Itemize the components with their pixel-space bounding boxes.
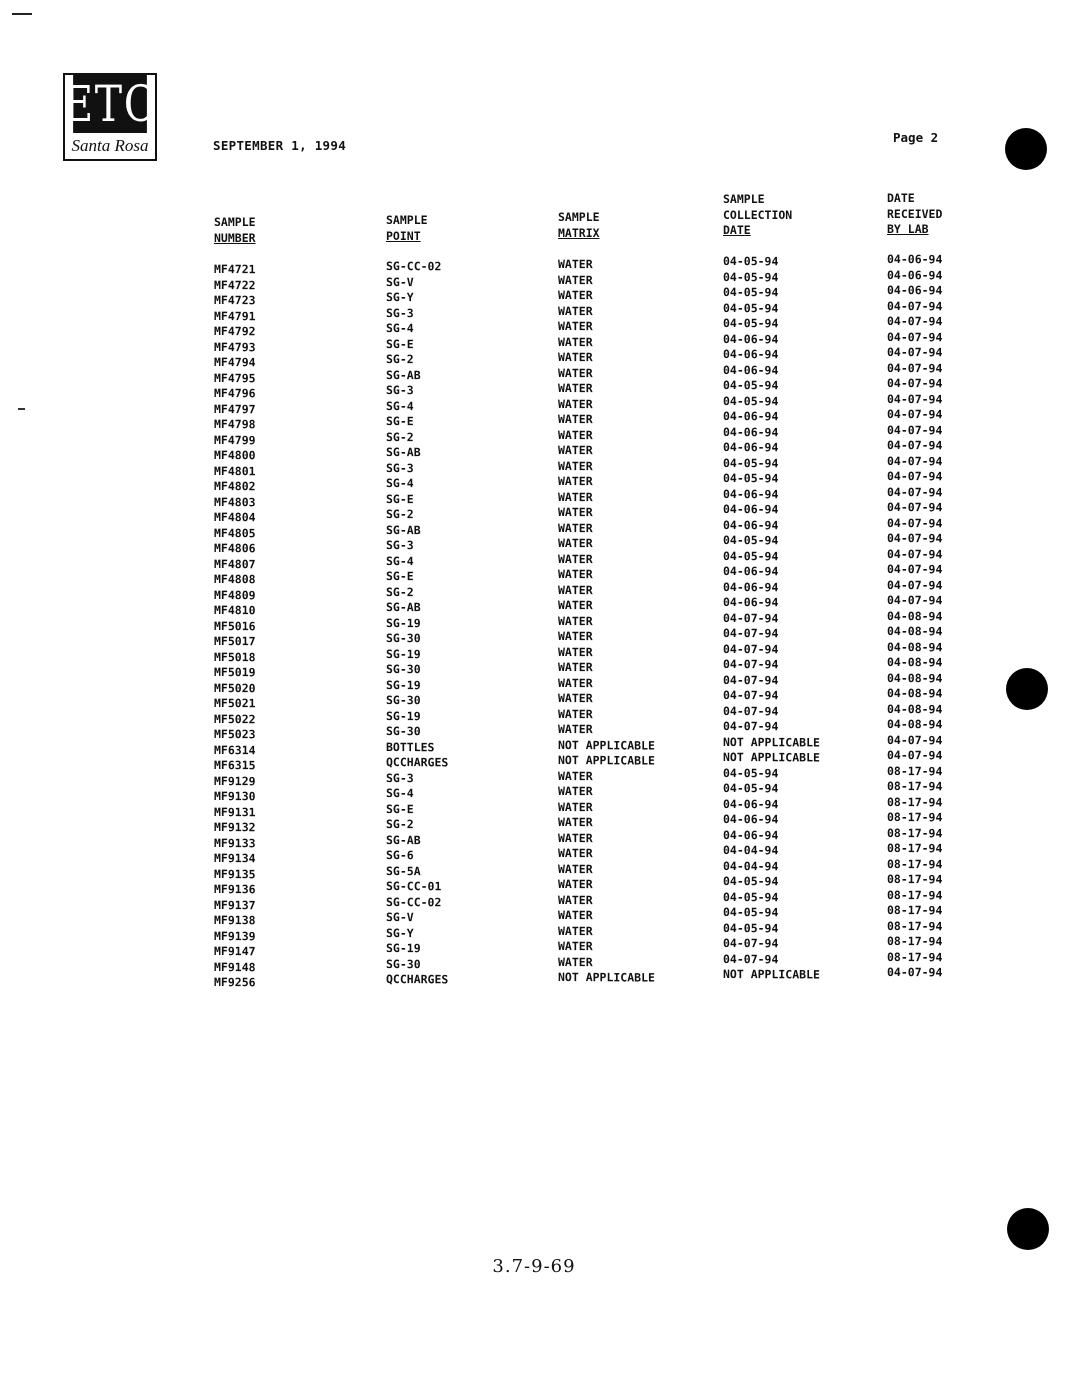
received-date-cell: 04-07-94 (887, 422, 943, 437)
sample-point-cell: SG-19 (386, 615, 421, 630)
collection-date-cell: 04-06-94 (723, 331, 779, 346)
sample-number-cell: MF4807 (214, 556, 256, 571)
received-date-cell: 08-17-94 (887, 934, 943, 949)
received-date-cell: 04-07-94 (887, 965, 943, 980)
sample-point-cell: SG-E (386, 569, 414, 584)
received-date-cell: 04-08-94 (887, 701, 943, 716)
sample-number-cell: MF4803 (214, 494, 256, 509)
collection-date-cell: 04-07-94 (723, 936, 779, 951)
collection-date-cell: 04-05-94 (723, 316, 779, 331)
etc-logo (63, 73, 157, 161)
collection-date-cell: 04-04-94 (723, 843, 779, 858)
received-date-cell: 04-07-94 (887, 407, 943, 422)
sample-number-cell: MF4805 (214, 525, 256, 540)
logo-location-text: Santa Rosa (71, 136, 149, 155)
sample-point-cell: SG-3 (386, 460, 414, 475)
sample-matrix-cell: WATER (558, 551, 593, 566)
collection-date-cell: 04-07-94 (723, 610, 779, 625)
document-code: 3.7-9-69 (492, 1256, 576, 1277)
sample-number-cell: MF6314 (214, 742, 256, 757)
sample-number-cell: MF9132 (214, 820, 256, 835)
sample-matrix-cell: WATER (558, 799, 593, 814)
sample-number-cell: MF4804 (214, 510, 256, 525)
punch-hole-bottom (1007, 1208, 1049, 1250)
sample-number-cell: MF4800 (214, 448, 256, 463)
sample-number-cell: MF9148 (214, 959, 256, 974)
collection-date-cell: 04-05-94 (723, 393, 779, 408)
sample-matrix-cell: WATER (558, 427, 593, 442)
sample-point-cell: SG-CC-02 (386, 259, 442, 274)
header-received-date: DATE RECEIVED BY LAB (887, 191, 943, 236)
received-date-cell: 04-07-94 (887, 345, 943, 360)
sample-point-cell: SG-Y (386, 925, 414, 940)
sample-matrix-cell: WATER (558, 954, 593, 969)
sample-point-cell: SG-AB (386, 832, 421, 847)
collection-date-cell: 04-06-94 (723, 347, 779, 362)
received-date-cell: 04-08-94 (887, 624, 943, 639)
sample-number-cell: MF5019 (214, 665, 256, 680)
sample-number-cell: MF4722 (214, 277, 256, 292)
sample-matrix-cell: WATER (558, 939, 593, 954)
punch-hole-middle (1006, 668, 1048, 710)
received-date-cell: 04-06-94 (887, 267, 943, 282)
report-date: SEPTEMBER 1, 1994 (213, 138, 347, 153)
sample-point-cell: SG-30 (386, 724, 421, 739)
received-date-cell: 08-17-94 (887, 810, 943, 825)
sample-matrix-cell: WATER (558, 815, 593, 830)
sample-number-cell: MF5017 (214, 634, 256, 649)
sample-number-cell: MF9136 (214, 882, 256, 897)
column-collection-date (723, 254, 820, 983)
sample-number-cell: MF4806 (214, 541, 256, 556)
collection-date-cell: 04-07-94 (723, 951, 779, 966)
sample-point-cell: QCCHARGES (386, 972, 449, 987)
sample-matrix-cell: WATER (558, 381, 593, 396)
received-date-cell: 04-07-94 (887, 515, 943, 530)
collection-date-cell: NOT APPLICABLE (723, 734, 820, 750)
sample-matrix-cell: WATER (558, 861, 593, 876)
received-date-cell: 08-17-94 (887, 872, 943, 887)
logo-etc-text: ETC (63, 75, 157, 133)
received-date-cell: 04-07-94 (887, 562, 943, 577)
sample-point-cell: SG-V (386, 274, 414, 289)
collection-date-cell: 04-06-94 (723, 812, 779, 827)
received-date-cell: 04-07-94 (887, 453, 943, 468)
collection-date-cell: 04-06-94 (723, 796, 779, 811)
column-sample-matrix (558, 257, 655, 986)
sample-matrix-cell: WATER (558, 892, 593, 907)
collection-date-cell: 04-05-94 (723, 920, 779, 935)
collection-date-cell: 04-06-94 (723, 595, 779, 610)
sample-point-cell: SG-19 (386, 708, 421, 723)
collection-date-cell: 04-07-94 (723, 703, 779, 718)
sample-point-cell: SG-AB (386, 367, 421, 382)
sample-point-cell: SG-30 (386, 956, 421, 971)
received-date-cell: 08-17-94 (887, 794, 943, 809)
sample-matrix-cell: WATER (558, 505, 593, 520)
sample-point-cell: SG-2 (386, 817, 414, 832)
received-date-cell: 04-07-94 (887, 546, 943, 561)
collection-date-cell: 04-05-94 (723, 781, 779, 796)
sample-matrix-cell: WATER (558, 257, 593, 272)
collection-date-cell: 04-04-94 (723, 858, 779, 873)
collection-date-cell: 04-05-94 (723, 874, 779, 889)
sample-matrix-cell: NOT APPLICABLE (558, 970, 655, 985)
sample-matrix-cell: WATER (558, 288, 593, 303)
sample-point-cell: SG-2 (386, 429, 414, 444)
sample-number-cell: MF4802 (214, 479, 256, 494)
received-date-cell: 04-07-94 (887, 298, 943, 313)
header-sample-matrix: SAMPLE MATRIX (558, 210, 600, 240)
collection-date-cell: 04-06-94 (723, 362, 779, 377)
sample-point-cell: SG-4 (386, 321, 414, 336)
collection-date-cell: 04-07-94 (723, 641, 779, 656)
sample-point-cell: SG-19 (386, 941, 421, 956)
sample-matrix-cell: WATER (558, 350, 593, 365)
sample-number-cell: MF9129 (214, 773, 256, 788)
sample-point-cell: SG-3 (386, 538, 414, 553)
sample-matrix-cell: WATER (558, 489, 593, 504)
collection-date-cell: 04-06-94 (723, 564, 779, 579)
sample-matrix-cell: WATER (558, 830, 593, 845)
collection-date-cell: 04-07-94 (723, 719, 779, 734)
received-date-cell: 08-17-94 (887, 903, 943, 918)
sample-number-cell: MF9256 (214, 975, 256, 990)
collection-date-cell: 04-06-94 (723, 424, 779, 439)
sample-point-cell: SG-2 (386, 584, 414, 599)
sample-point-cell: SG-CC-01 (386, 879, 442, 894)
sample-matrix-cell: WATER (558, 272, 593, 287)
sample-matrix-cell: WATER (558, 458, 593, 473)
collection-date-cell: 04-06-94 (723, 409, 779, 424)
collection-date-cell: NOT APPLICABLE (723, 967, 820, 982)
page-number: Page 2 (893, 130, 939, 145)
sample-number-cell: MF4799 (214, 432, 256, 447)
received-date-cell: 08-17-94 (887, 918, 943, 933)
sample-matrix-cell: WATER (558, 784, 593, 799)
sample-number-cell: MF9137 (214, 897, 256, 912)
header-sample-number: SAMPLE NUMBER (214, 215, 256, 245)
received-date-cell: 08-17-94 (887, 856, 943, 871)
sample-matrix-cell: WATER (558, 613, 593, 628)
sample-number-cell: MF4809 (214, 587, 256, 602)
received-date-cell: 04-08-94 (887, 639, 943, 654)
sample-number-cell: MF4808 (214, 572, 256, 587)
sample-number-cell: MF4801 (214, 463, 256, 478)
received-date-cell: 04-08-94 (887, 608, 943, 623)
sample-number-cell: MF5018 (214, 649, 256, 664)
sample-matrix-cell: NOT APPLICABLE (558, 737, 655, 753)
sample-matrix-cell: WATER (558, 598, 593, 613)
collection-date-cell: 04-05-94 (723, 889, 779, 904)
sample-point-cell: SG-V (386, 910, 414, 925)
scan-mark-top (12, 13, 32, 15)
collection-date-cell: 04-07-94 (723, 688, 779, 703)
sample-point-cell: SG-4 (386, 786, 414, 801)
sample-matrix-cell: WATER (558, 334, 593, 349)
received-date-cell: 04-07-94 (887, 732, 943, 747)
received-date-cell: 04-08-94 (887, 655, 943, 670)
sample-matrix-cell: WATER (558, 582, 593, 597)
sample-matrix-cell: WATER (558, 365, 593, 380)
collection-date-cell: 04-07-94 (723, 626, 779, 641)
sample-number-cell: MF9131 (214, 804, 256, 819)
sample-number-cell: MF9135 (214, 866, 256, 881)
received-date-cell: 04-07-94 (887, 360, 943, 375)
collection-date-cell: 04-05-94 (723, 533, 779, 548)
sample-point-cell: SG-2 (386, 352, 414, 367)
sample-point-cell: SG-E (386, 801, 414, 816)
received-date-cell: 04-07-94 (887, 438, 943, 453)
punch-hole-top (1005, 128, 1047, 170)
received-date-cell: 04-07-94 (887, 593, 943, 608)
received-date-cell: 04-07-94 (887, 577, 943, 592)
sample-number-cell: MF4797 (214, 401, 256, 416)
sample-matrix-cell: WATER (558, 520, 593, 535)
sample-matrix-cell: WATER (558, 768, 593, 783)
collection-date-cell: 04-06-94 (723, 579, 779, 594)
sample-number-cell: MF4723 (214, 293, 256, 308)
collection-date-cell: 04-05-94 (723, 471, 779, 486)
received-date-cell: 04-07-94 (887, 531, 943, 546)
collection-date-cell: 04-06-94 (723, 502, 779, 517)
column-received-date (887, 252, 942, 981)
sample-point-cell: SG-30 (386, 693, 421, 708)
collection-date-cell: 04-05-94 (723, 765, 779, 780)
sample-number-cell: MF6315 (214, 758, 256, 773)
sample-number-cell: MF5021 (214, 696, 256, 711)
collection-date-cell: 04-06-94 (723, 517, 779, 532)
sample-point-cell: QCCHARGES (386, 755, 449, 770)
sample-number-cell: MF9147 (214, 944, 256, 959)
collection-date-cell: NOT APPLICABLE (723, 750, 820, 765)
collection-date-cell: 04-05-94 (723, 285, 779, 300)
received-date-cell: 04-07-94 (887, 500, 943, 515)
received-date-cell: 04-07-94 (887, 376, 943, 391)
received-date-cell: 04-06-94 (887, 283, 943, 298)
sample-matrix-cell: WATER (558, 412, 593, 427)
sample-matrix-cell: WATER (558, 846, 593, 861)
sample-matrix-cell: WATER (558, 303, 593, 318)
sample-matrix-cell: WATER (558, 567, 593, 582)
received-date-cell: 08-17-94 (887, 949, 943, 964)
header-sample-point: SAMPLE POINT (386, 213, 428, 243)
collection-date-cell: 04-05-94 (723, 548, 779, 563)
received-date-cell: 08-17-94 (887, 825, 943, 840)
sample-point-cell: SG-19 (386, 677, 421, 692)
sample-matrix-cell: WATER (558, 722, 593, 737)
sample-matrix-cell: WATER (558, 319, 593, 334)
sample-number-cell: MF9134 (214, 851, 256, 866)
column-sample-point (386, 259, 448, 988)
received-date-cell: 04-06-94 (887, 252, 943, 267)
sample-matrix-cell: WATER (558, 536, 593, 551)
sample-number-cell: MF4721 (214, 262, 256, 277)
sample-point-cell: SG-30 (386, 631, 421, 646)
received-date-cell: 04-07-94 (887, 484, 943, 499)
sample-matrix-cell: WATER (558, 474, 593, 489)
sample-matrix-cell: WATER (558, 706, 593, 721)
sample-matrix-cell: WATER (558, 691, 593, 706)
sample-point-cell: SG-3 (386, 305, 414, 320)
sample-matrix-cell: WATER (558, 629, 593, 644)
received-date-cell: 08-17-94 (887, 779, 943, 794)
received-date-cell: 08-17-94 (887, 841, 943, 856)
sample-point-cell: SG-3 (386, 770, 414, 785)
collection-date-cell: 04-06-94 (723, 486, 779, 501)
received-date-cell: 04-07-94 (887, 329, 943, 344)
sample-point-cell: SG-E (386, 336, 414, 351)
received-date-cell: 04-07-94 (887, 391, 943, 406)
received-date-cell: 04-08-94 (887, 670, 943, 685)
sample-point-cell: SG-AB (386, 522, 421, 537)
received-date-cell: 04-07-94 (887, 314, 943, 329)
sample-number-cell: MF4796 (214, 386, 256, 401)
sample-point-cell: BOTTLES (386, 739, 435, 754)
received-date-cell: 04-07-94 (887, 748, 943, 763)
sample-number-cell: MF9139 (214, 928, 256, 943)
sample-point-cell: SG-30 (386, 662, 421, 677)
collection-date-cell: 04-07-94 (723, 657, 779, 672)
sample-number-cell: MF4795 (214, 370, 256, 385)
sample-point-cell: SG-CC-02 (386, 894, 442, 909)
collection-date-cell: 04-05-94 (723, 905, 779, 920)
sample-number-cell: MF4810 (214, 603, 256, 618)
collection-date-cell: 04-05-94 (723, 300, 779, 315)
sample-point-cell: SG-AB (386, 445, 421, 460)
sample-number-cell: MF5023 (214, 727, 256, 742)
received-date-cell: 04-07-94 (887, 469, 943, 484)
collection-date-cell: 04-05-94 (723, 455, 779, 470)
sample-number-cell: MF9138 (214, 913, 256, 928)
sample-matrix-cell: NOT APPLICABLE (558, 753, 655, 768)
sample-number-cell: MF5020 (214, 680, 256, 695)
sample-number-cell: MF4792 (214, 324, 256, 339)
header-collection-date: SAMPLE COLLECTION DATE (723, 192, 793, 237)
sample-point-cell: SG-3 (386, 383, 414, 398)
collection-date-cell: 04-07-94 (723, 672, 779, 687)
scan-mark-side (18, 408, 25, 410)
sample-matrix-cell: WATER (558, 396, 593, 411)
collection-date-cell: 04-06-94 (723, 827, 779, 842)
sample-point-cell: SG-4 (386, 398, 414, 413)
sample-matrix-cell: WATER (558, 675, 593, 690)
sample-matrix-cell: WATER (558, 644, 593, 659)
sample-number-cell: MF4798 (214, 417, 256, 432)
sample-point-cell: SG-4 (386, 553, 414, 568)
sample-number-cell: MF9130 (214, 789, 256, 804)
sample-number-cell: MF5016 (214, 618, 256, 633)
sample-point-cell: SG-2 (386, 507, 414, 522)
sample-point-cell: SG-5A (386, 863, 421, 878)
received-date-cell: 08-17-94 (887, 887, 943, 902)
received-date-cell: 08-17-94 (887, 763, 943, 778)
column-sample-number (214, 262, 256, 991)
sample-point-cell: SG-4 (386, 476, 414, 491)
sample-point-cell: SG-E (386, 491, 414, 506)
collection-date-cell: 04-05-94 (723, 378, 779, 393)
sample-matrix-cell: WATER (558, 908, 593, 923)
sample-number-cell: MF4793 (214, 339, 256, 354)
sample-number-cell: MF4791 (214, 308, 256, 323)
sample-point-cell: SG-AB (386, 600, 421, 615)
sample-matrix-cell: WATER (558, 923, 593, 938)
sample-number-cell: MF4794 (214, 355, 256, 370)
collection-date-cell: 04-05-94 (723, 254, 779, 269)
received-date-cell: 04-08-94 (887, 717, 943, 732)
sample-matrix-cell: WATER (558, 877, 593, 892)
sample-matrix-cell: WATER (558, 660, 593, 675)
sample-number-cell: MF5022 (214, 711, 256, 726)
received-date-cell: 04-08-94 (887, 686, 943, 701)
sample-point-cell: SG-E (386, 414, 414, 429)
sample-point-cell: SG-19 (386, 646, 421, 661)
collection-date-cell: 04-06-94 (723, 440, 779, 455)
sample-number-cell: MF9133 (214, 835, 256, 850)
collection-date-cell: 04-05-94 (723, 269, 779, 284)
sample-point-cell: SG-6 (386, 848, 414, 863)
sample-point-cell: SG-Y (386, 290, 414, 305)
sample-matrix-cell: WATER (558, 443, 593, 458)
